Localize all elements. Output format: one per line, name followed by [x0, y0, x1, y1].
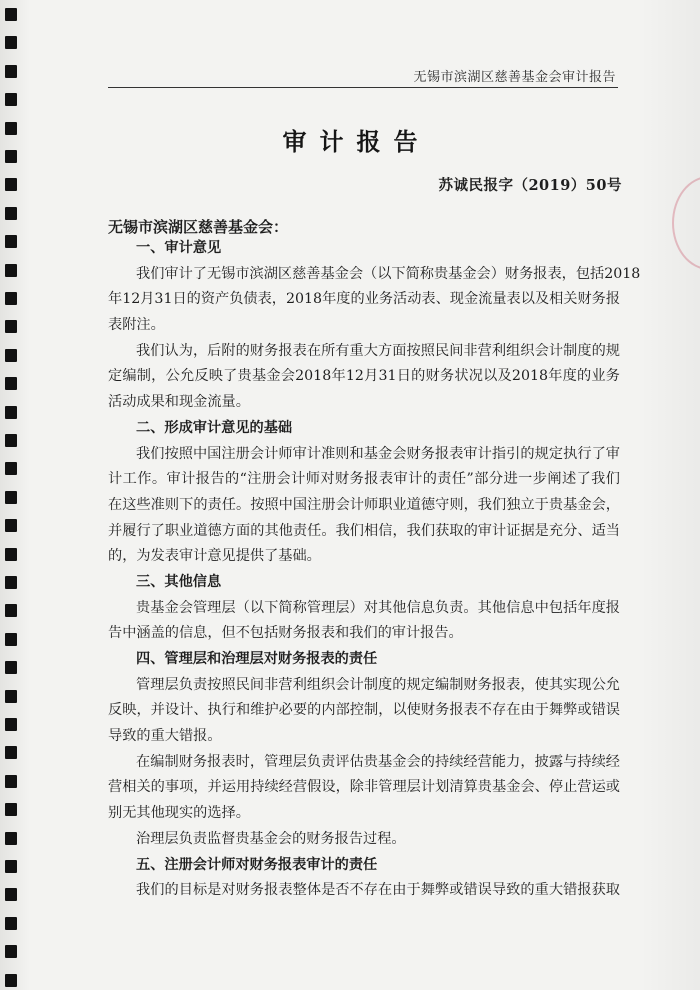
binding-hole: [5, 661, 17, 674]
report-number: 苏诚民报字（2019）50号: [438, 177, 622, 194]
binding-hole: [5, 406, 17, 419]
section-heading: 四、管理层和治理层对财务报表的责任: [136, 651, 378, 667]
body-line: 别无其他现实的选择。: [108, 805, 250, 822]
binding-hole: [5, 434, 17, 447]
binding-hole: [5, 576, 17, 589]
binding-hole: [5, 604, 17, 617]
section-heading: 三、其他信息: [136, 573, 222, 590]
body-line: 贵基金会管理层（以下简称管理层）对其他信息负责。其他信息中包括年度报: [136, 599, 620, 616]
binding-hole: [5, 207, 17, 220]
binding-hole: [5, 633, 17, 646]
binding-hole: [5, 832, 17, 845]
body-line: 在这些准则下的责任。按照中国注册会计师职业道德守则，我们独立于贵基金会，: [108, 496, 620, 513]
binding-hole: [5, 8, 17, 21]
binding-hole: [5, 690, 17, 703]
body-line: 治理层负责监督贵基金会的财务报告过程。: [136, 830, 406, 847]
binding-hole: [5, 945, 17, 958]
body-line: 我们的目标是对财务报表整体是否不存在由于舞弊或错误导致的重大错报获取: [136, 882, 620, 899]
binding-hole: [5, 746, 17, 759]
running-header: [108, 64, 618, 88]
binding-hole: [5, 974, 17, 987]
binding-hole: [5, 775, 17, 788]
section-heading: 一、审计意见: [136, 240, 222, 256]
red-seal-fragment: [672, 176, 700, 270]
binding-hole: [5, 917, 17, 930]
binding-hole: [5, 548, 17, 561]
body-line: 的，为发表审计意见提供了基础。: [108, 548, 321, 565]
body-line: 管理层负责按照民间非营利组织会计制度的规定编制财务报表，使其实现公允: [136, 676, 620, 693]
binding-hole: [5, 178, 17, 191]
body-line: 营相关的事项，并运用持续经营假设，除非管理层计划清算贵基金会、停止营运或: [108, 779, 620, 796]
binding-hole: [5, 519, 17, 532]
binding-hole: [5, 65, 17, 78]
section-heading: 二、形成审计意见的基础: [136, 419, 293, 436]
binding-hole: [5, 860, 17, 873]
body-line: 在编制财务报表时，管理层负责评估贵基金会的持续经营能力，披露与持续经: [136, 753, 620, 770]
binding-hole: [5, 235, 17, 248]
binding-hole: [5, 888, 17, 901]
body-line: 导致的重大错报。: [108, 728, 222, 745]
report-body: [108, 236, 641, 904]
binding-hole: [5, 320, 17, 333]
body-line: 我们按照中国注册会计师审计准则和基金会财务报表审计指引的规定执行了审: [136, 445, 620, 462]
body-line: 告中涵盖的信息，但不包括财务报表和我们的审计报告。: [108, 625, 463, 642]
body-line: 年12月31日的资产负债表，2018年度的业务活动表、现金流量表以及相关财务报: [108, 291, 621, 308]
body-line: 并履行了职业道德方面的其他责任。我们相信，我们获取的审计证据是充分、适当: [108, 522, 620, 539]
binding-hole: [5, 292, 17, 305]
binding-hole: [5, 377, 17, 390]
binding-hole: [5, 462, 17, 475]
section-heading: 五、注册会计师对财务报表审计的责任: [136, 856, 378, 873]
addressee: 无锡市滨湖区慈善基金会：: [108, 218, 289, 236]
binding-hole: [5, 36, 17, 49]
running-header-text: 无锡市滨湖区慈善基金会审计报告: [413, 70, 616, 85]
body-line: 我们认为，后附的财务报表在所有重大方面按照民间非营利组织会计制度的规: [136, 342, 620, 359]
body-line: 活动成果和现金流量。: [108, 394, 250, 411]
body-line: 定编制，公允反映了贵基金会2018年12月31日的财务状况以及2018年度的业务: [108, 368, 620, 385]
binding-hole: [5, 803, 17, 816]
binding-hole: [5, 349, 17, 362]
binding-hole: [5, 264, 17, 277]
binding-hole: [5, 718, 17, 731]
document-title: 审计报告: [282, 128, 431, 156]
body-line: 计工作。审计报告的“注册会计师对财务报表审计的责任”部分进一步阐述了我们: [108, 471, 620, 488]
binding-hole: [5, 491, 17, 504]
body-line: 反映，并设计、执行和维护必要的内部控制，以使财务报表不存在由于舞弊或错误: [108, 702, 620, 719]
body-line: 表附注。: [108, 317, 165, 334]
body-line: 我们审计了无锡市滨湖区慈善基金会（以下简称贵基金会）财务报表，包括2018: [136, 265, 641, 282]
binding-hole: [5, 93, 17, 106]
